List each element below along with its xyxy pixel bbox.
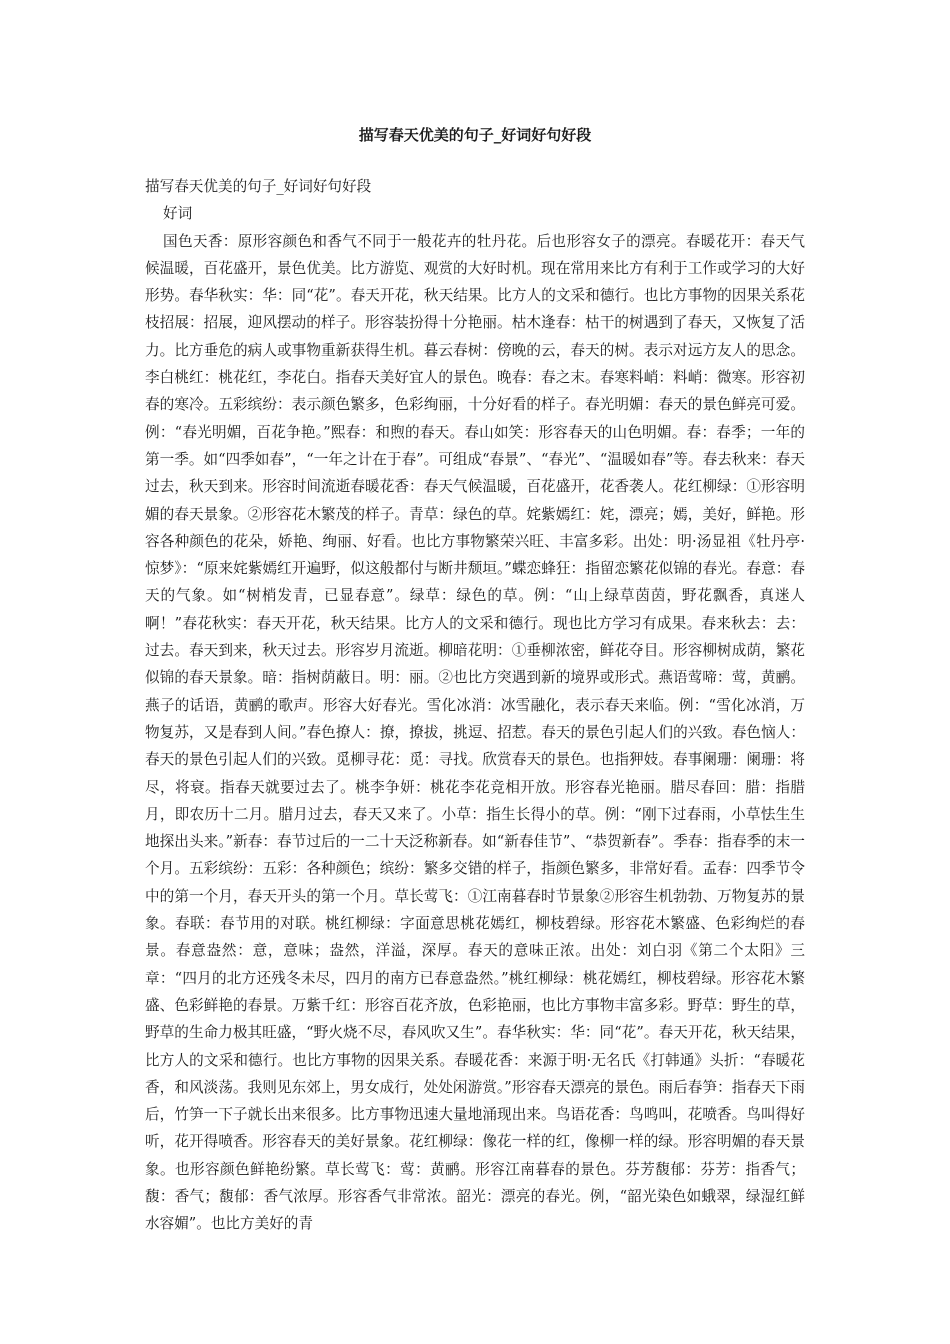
document-title: 描写春天优美的句子_好词好句好段: [358, 126, 592, 144]
article-heading: 描写春天优美的句子_好词好句好段: [145, 178, 372, 195]
article-body: 国色天香：原形容颜色和香气不同于一般花卉的牡丹花。后也形容女子的漂亮。春暖花开：春天气候温暖，百花盛开，景色优美。比方游览、观赏的大好时机。现在常用来比方有利于工作或学习的大好形势。春华秋实：华：同“花”。春天开花，秋天结果。比方人的文采和德行。也比方事物的因果关系花枝招展：招展，迎风摆动的样子。形容装扮得十分艳丽。枯木逢春：枯干的树遇到了春天，又恢复了活力。比方垂危的病人或事物重新获得生机。暮云春树：傍晚的云，春天的树。表示对远方友人的思念。李白桃红：桃花红，李花白。指春天美好宜人的景色。晚春：春之末。春寒料峭：料峭：微寒。形容初春的寒冷。五彩缤纷：表示颜色繁多，色彩绚丽，十分好看的样子。春光明媚：春天的景色鲜亮可爱。例：“春光明媚，百花争艳。”熙春：和煦的春天。春山如笑：形容春天的山色明媚。春：春季；一年的第一季。如“四季如春”，“一年之计在于春”。可组成“春景”、“春光”、“温暖如春”等。春去秋来：春天过去，秋天到来。形容时间流逝春暖花香：春天气候温暖，百花盛开，花香袭人。花红柳绿：①形容明媚的春天景象。②形容花木繁茂的样子。青草：绿色的草。姹紫嫣红：姹，漂亮；嫣，美好，鲜艳。形容各种颜色的花朵，娇艳、绚丽、好看。也比方事物繁荣兴旺、丰富多彩。出处：明·汤显祖《牡丹亭·惊梦》：“原来姹紫嫣红开遍野，似这般都付与断井颓垣。”蝶恋蜂狂：指留恋繁花似锦的春光。春意：春天的气象。如“树梢发青，已显春意”。绿草：绿色的草。例：“山上绿草茵茵，野花飘香，真迷人啊！”春花秋实：春天开花，秋天结果。比方人的文采和德行。现也比方学习有成果。春来秋去：去：过去。春天到来，秋天过去。形容岁月流逝。柳暗花明：①垂柳浓密，鲜花夺目。形容柳树成荫，繁花似锦的春天景象。暗：指树荫蔽日。明：丽。②也比方突遇到新的境界或形式。燕语莺啼：莺，黄鹂。燕子的话语，黄鹂的歌声。形容大好春光。雪化冰消：冰雪融化，表示春天来临。例：“雪化冰消，万物复苏，又是春到人间。”春色撩人：撩，撩拔，挑逗、招惹。春天的景色引起人们的兴致。春色恼人：春天的景色引起人们的兴致。觅柳寻花：觅：寻找。欣赏春天的景色。也指狎妓。春事阑珊：阑珊：将尽，将衰。指春天就要过去了。桃李争妍：桃花李花竞相开放。形容春光艳丽。腊尽春回：腊：指腊月，即农历十二月。腊月过去，春天又来了。小草：指生长得小的草。例：“刚下过春雨，小草怯生生地探出头来。”新春：春节过后的一二十天泛称新春。如“新春佳节”、“恭贺新春”。季春：指春季的末一个月。五彩缤纷：五彩：各种颜色；缤纷：繁多交错的样子，指颜色繁多，非常好看。孟春：四季节令中的第一个月，春天开头的第一个月。草长莺飞：①江南暮春时节景象②形容生机勃勃、万物复苏的景象。春联：春节用的对联。桃红柳绿：字面意思桃花嫣红，柳枝碧绿。形容花木繁盛、色彩绚烂的春景。春意盎然：意，意味；盎然，洋溢，深厚。春天的意味正浓。出处：刘白羽《第二个太阳》三章：“四月的北方还残冬未尽，四月的南方已春意盎然。”桃红柳绿：桃花嫣红，柳枝碧绿。形容花木繁盛、色彩鲜艳的春景。万紫千红：形容百花齐放，色彩艳丽，也比方事物丰富多彩。野草：野生的草，野草的生命力极其旺盛，“野火烧不尽，春风吹又生”。春华秋实：华：同“花”。春天开花，秋天结果，比方人的文采和德行。也比方事物的因果关系。春暖花香：来源于明·无名氏《打韩通》头折：“春暖花香，和风淡荡。我则见东郊上，男女成行，处处闲游赏。”形容春天漂亮的景色。雨后春笋：指春天下雨后，竹笋一下子就长出来很多。比方事物迅速大量地涌现出来。鸟语花香：鸟鸣叫，花喷香。鸟叫得好听，花开得喷香。形容春天的美好景象。花红柳绿：像花一样的红，像柳一样的绿。形容明媚的春天景象。也形容颜色鲜艳纷繁。草长莺飞：莺：黄鹂。形容江南暮春的景色。芬芳馥郁：芬芳：指香气；馥：香气；馥郁：香气浓厚。形容香气非常浓。韶光：漂亮的春光。例，“韶光染色如蛾翠，绿湿红鲜水容媚”。也比方美好的青: [145, 232, 805, 1233]
document-content: [145, 173, 805, 1238]
section-subheading: 好词: [163, 205, 193, 223]
